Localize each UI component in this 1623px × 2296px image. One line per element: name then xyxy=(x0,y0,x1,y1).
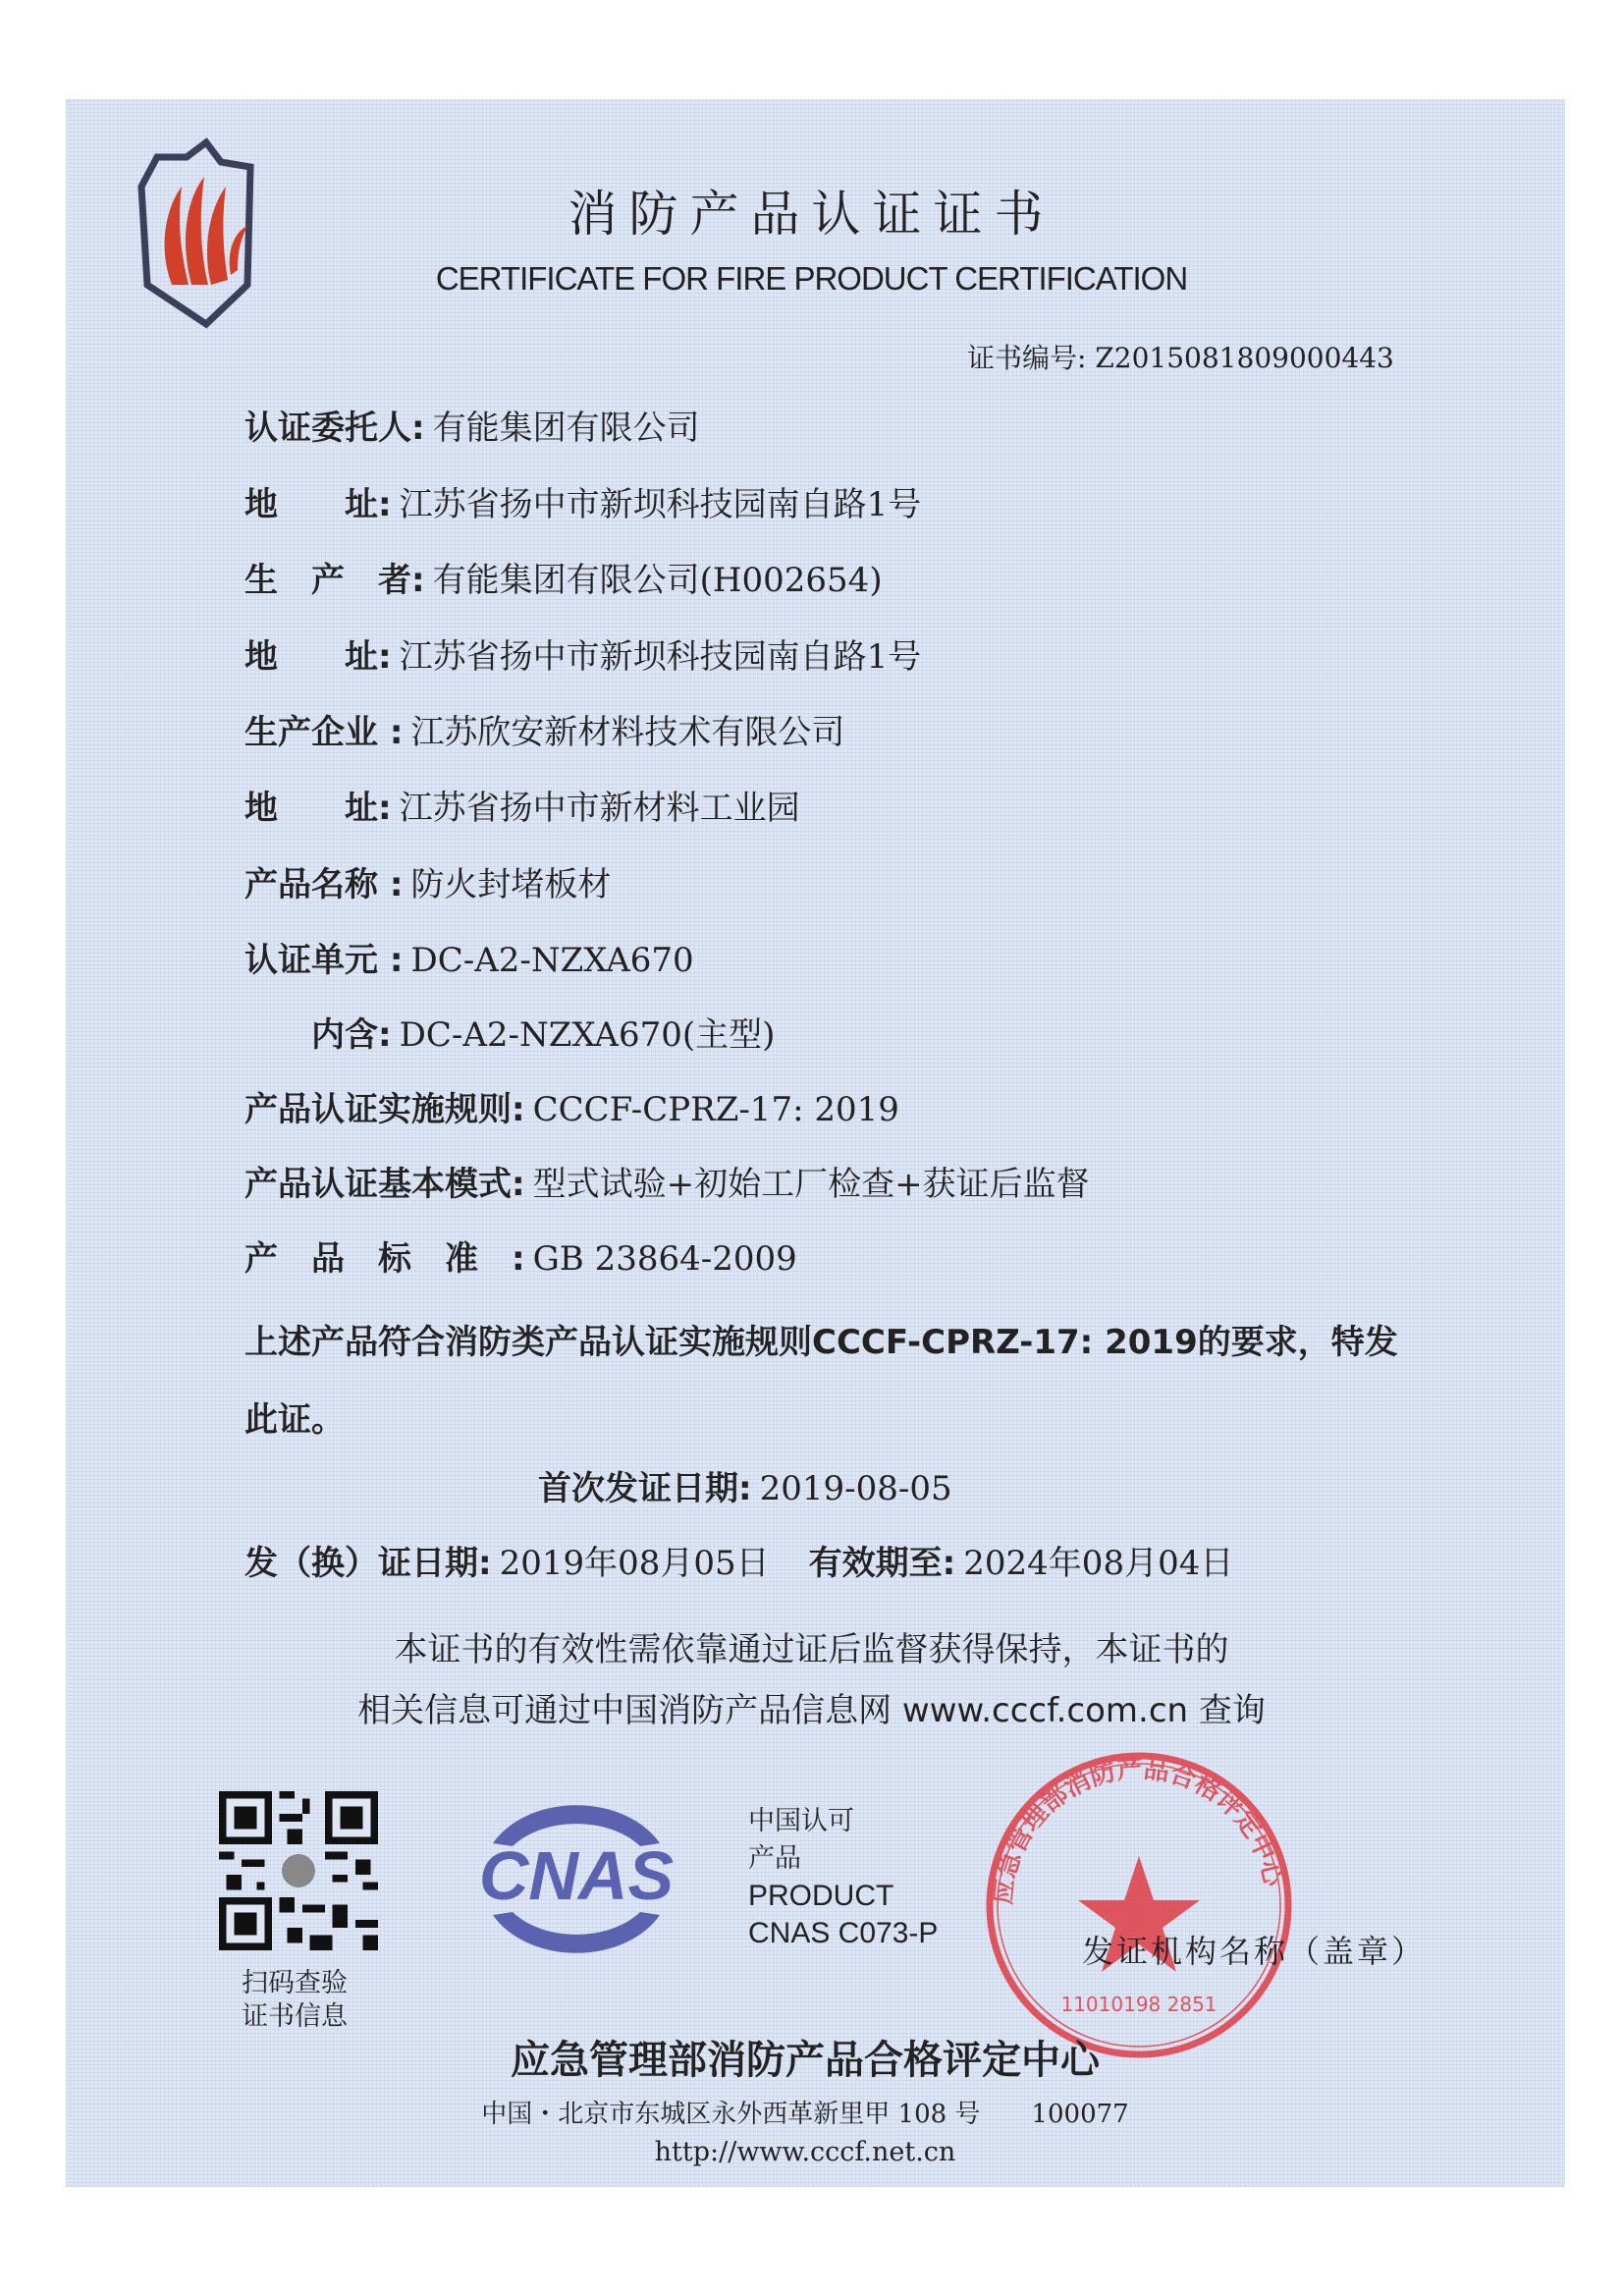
field-value: 江苏欣安新材料技术有限公司 xyxy=(410,713,845,752)
field-value: CCCF-CPRZ-17: 2019 xyxy=(532,1090,899,1129)
field-value: 江苏省扬中市新坝科技园南自路1号 xyxy=(399,485,922,524)
statement-line-1: 上述产品符合消防类产品认证实施规则CCCF-CPRZ-17: 2019的要求，特发 xyxy=(244,1323,1398,1362)
official-seal-stamp xyxy=(982,1748,1296,2062)
first-issue-date xyxy=(538,1469,952,1508)
issue-date xyxy=(244,1544,1233,1583)
field-label: 认证委托人: xyxy=(244,409,425,448)
field-label: 产品认证实施规则: xyxy=(244,1090,525,1129)
cnas-logo-text: CNAS xyxy=(478,1837,675,1914)
cnas-line-2: 产品 xyxy=(748,1843,801,1874)
field-value: 防火封堵板材 xyxy=(410,865,612,904)
field-row xyxy=(244,1165,1090,1204)
field-value: 有能集团有限公司 xyxy=(432,409,700,448)
field-value: GB 23864-2009 xyxy=(532,1239,797,1279)
field-value: 型式试验+初始工厂检查+获证后监督 xyxy=(532,1165,1090,1204)
qr-code-icon[interactable] xyxy=(219,1791,378,1950)
field-row xyxy=(244,941,694,980)
cnas-line-3: PRODUCT xyxy=(748,1880,894,1912)
cnas-logo-icon xyxy=(454,1789,699,1964)
qr-caption xyxy=(242,1967,348,2034)
field-value: 江苏省扬中市新坝科技园南自路1号 xyxy=(399,637,922,677)
valid-value: 2024年08月04日 xyxy=(963,1544,1234,1583)
field-value: DC-A2-NZXA670 xyxy=(410,941,694,980)
field-row xyxy=(244,1090,899,1129)
valid-label: 有效期至: xyxy=(808,1544,956,1583)
field-value: 有能集团有限公司(H002654) xyxy=(432,561,883,600)
field-value: DC-A2-NZXA670(主型) xyxy=(399,1015,776,1055)
statement-line-2: 此证。 xyxy=(244,1400,345,1440)
first-issue-value: 2019-08-05 xyxy=(759,1469,952,1508)
cnas-line-4: CNAS C073-P xyxy=(748,1917,939,1949)
cert-no-value: Z2015081809000443 xyxy=(1095,342,1394,374)
field-label: 认证单元 : xyxy=(244,941,404,980)
issue-label: 发（换）证日期: xyxy=(244,1544,492,1583)
field-row xyxy=(244,865,611,904)
field-label: 地 址: xyxy=(244,789,392,828)
cert-no-label: 证书编号: xyxy=(967,342,1087,374)
field-row xyxy=(244,637,921,677)
field-label: 地 址: xyxy=(244,637,392,677)
organization-url[interactable]: http://www.cccf.net.cn xyxy=(654,2137,956,2167)
cnas-line-1: 中国认可 xyxy=(748,1806,854,1836)
stamp-number: 11010198 2851 xyxy=(1060,1993,1217,2016)
stamp-ring-text: 应急管理部消防产品合格评定中心 xyxy=(988,1754,1288,1906)
field-label: 产品认证基本模式: xyxy=(244,1165,525,1204)
issuing-organization: 应急管理部消防产品合格评定中心 xyxy=(511,2038,1100,2083)
field-row xyxy=(244,713,844,752)
qr-caption-line-2: 证书信息 xyxy=(242,2001,348,2032)
field-row xyxy=(244,485,921,524)
notice-line-1: 本证书的有效性需依靠通过证后监督获得保持，本证书的 xyxy=(394,1630,1229,1669)
issue-value: 2019年08月05日 xyxy=(499,1544,770,1583)
field-value: 江苏省扬中市新材料工业园 xyxy=(399,789,800,828)
organization-address: 中国・北京市东城区永外西革新里甲 108 号 100077 xyxy=(481,2100,1129,2129)
first-issue-label: 首次发证日期: xyxy=(538,1469,752,1508)
field-row xyxy=(244,789,800,828)
certificate-subtitle: CERTIFICATE FOR FIRE PRODUCT CERTIFICATION xyxy=(435,260,1188,297)
field-label: 内含: xyxy=(244,1015,392,1055)
certificate-number xyxy=(967,337,1394,376)
certificate-title: 消防产品认证证书 xyxy=(568,186,1055,243)
field-row xyxy=(244,1239,797,1279)
field-label: 地 址: xyxy=(244,485,392,524)
field-label: 产 品 标 准 : xyxy=(244,1239,525,1279)
field-label: 生 产 者: xyxy=(244,561,425,600)
notice-line-2: 相关信息可通过中国消防产品信息网 www.cccf.com.cn 查询 xyxy=(357,1691,1266,1730)
cnas-text-block xyxy=(748,1803,938,1952)
issuer-seal-label: 发证机构名称（盖章） xyxy=(1082,1933,1427,1970)
field-label: 生产企业 : xyxy=(244,713,404,752)
qr-caption-line-1: 扫码查验 xyxy=(242,1968,348,1998)
field-row xyxy=(244,1015,775,1055)
field-row xyxy=(244,409,700,448)
field-label: 产品名称 : xyxy=(244,865,404,904)
field-row xyxy=(244,561,883,600)
